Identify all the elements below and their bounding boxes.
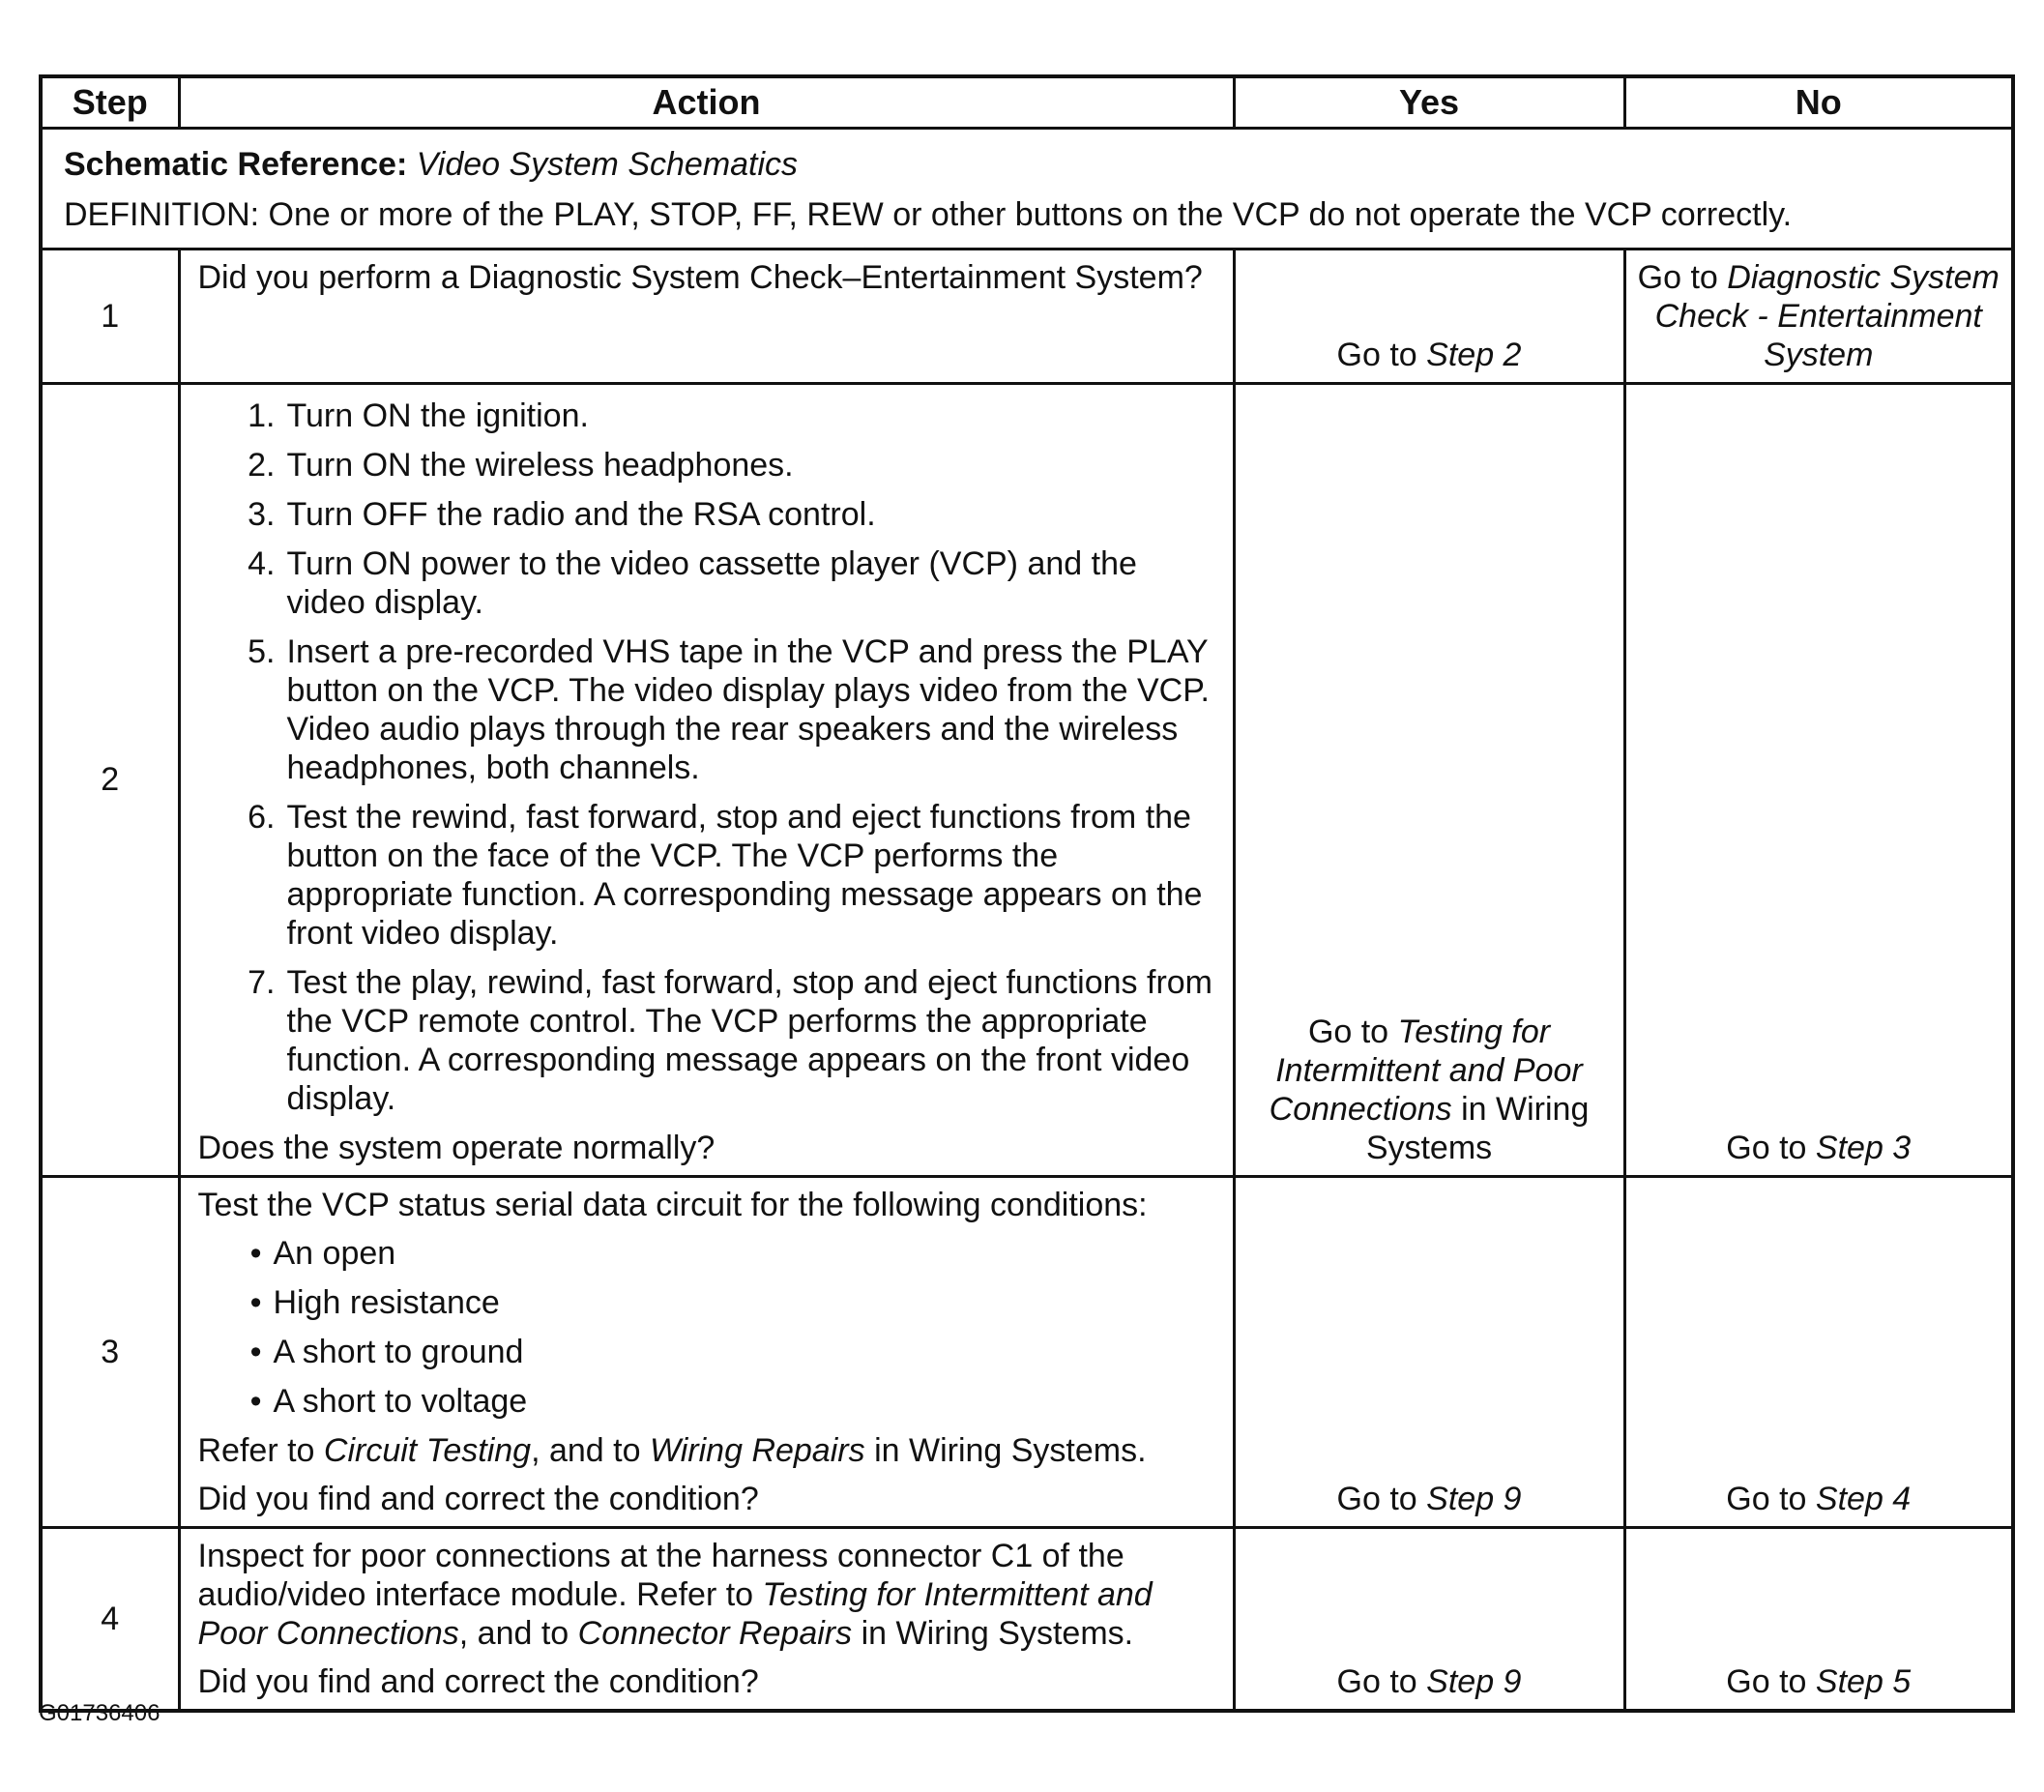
diagnostic-table (39, 74, 2015, 1713)
list-item-number: 7. (248, 964, 276, 1001)
schematic-reference (64, 139, 1990, 190)
table-row-step-2 (41, 384, 2013, 1177)
no-cell (1624, 384, 2013, 1177)
no-prefix: Go to (1726, 1130, 1807, 1166)
yes-link[interactable]: Step 2 (1426, 337, 1522, 373)
testing-intermittent-link[interactable]: Testing for Intermittent and Poor Connections (197, 1576, 1153, 1652)
action-text: Did you perform a Diagnostic System Check–Entertainment System? (197, 259, 1203, 296)
wiring-repairs-link[interactable]: Wiring Repairs (649, 1432, 865, 1469)
list-item-text: Turn ON the wireless headphones. (286, 447, 794, 484)
yes-suffix: in Wiring Systems (1365, 1091, 1590, 1166)
list-item (198, 495, 1219, 534)
table-row-step-4 (41, 1528, 2013, 1712)
definition-text: DEFINITION: One or more of the PLAY, STOP, FF, REW or other buttons on the VCP do not operate the VCP correctly. (64, 196, 1793, 233)
header-step: Step (41, 76, 179, 129)
bullet-icon: • (249, 1334, 262, 1370)
no-cell (1624, 1177, 2013, 1528)
yes-link[interactable]: Step 9 (1426, 1663, 1522, 1700)
inspect-suffix: in Wiring Systems. (861, 1615, 1134, 1652)
list-item-text: Turn ON the ignition. (286, 397, 589, 434)
list-item (198, 446, 1219, 485)
list-item-text: Insert a pre-recorded VHS tape in the VCP and press the PLAY button on the VCP. The video display plays video from the VCP. Video audio plays through the rear speakers and the wireless headphones, both channels. (286, 633, 1210, 786)
list-item (198, 632, 1219, 787)
schematic-link[interactable]: Video System Schematics (416, 146, 799, 183)
action-cell (179, 384, 1234, 1177)
list-item-text: Turn OFF the radio and the RSA control. (286, 496, 876, 533)
yes-prefix: Go to (1336, 337, 1417, 373)
list-item (198, 544, 1219, 622)
list-item-text: A short to ground (273, 1334, 524, 1370)
step-number: 3 (41, 1177, 179, 1528)
header-row (41, 76, 2013, 129)
list-item-text: An open (273, 1235, 396, 1272)
list-item-text: High resistance (273, 1284, 500, 1321)
diagnostic-table-container (39, 74, 2011, 1713)
bullet-icon: • (249, 1284, 262, 1321)
step-number: 1 (41, 250, 179, 384)
reference-suffix: in Wiring Systems. (874, 1432, 1147, 1469)
reference-joiner: , and to (531, 1432, 641, 1469)
yes-prefix: Go to (1336, 1663, 1417, 1700)
list-item-text: Test the play, rewind, fast forward, stop and eject functions from the VCP remote control. The VCP performs the appropriate function. A corresponding message appears on the front video display. (286, 964, 1212, 1117)
list-item (198, 397, 1219, 435)
yes-link[interactable]: Step 9 (1426, 1481, 1522, 1517)
yes-prefix: Go to (1336, 1481, 1417, 1517)
question-text: Does the system operate normally? (197, 1130, 715, 1166)
schematic-label: Schematic Reference: (64, 146, 408, 183)
list-item-number: 6. (248, 799, 276, 836)
figure-id: G01736406 (39, 1700, 161, 1726)
action-cell (179, 250, 1234, 384)
list-item (198, 963, 1219, 1118)
step-number: 2 (41, 384, 179, 1177)
bullet-icon: • (249, 1235, 262, 1272)
action-cell (179, 1177, 1234, 1528)
yes-link[interactable]: Testing for Intermittent and Poor Connections (1269, 1014, 1583, 1128)
conditions-intro: Test the VCP status serial data circuit for the following conditions: (197, 1187, 1148, 1223)
question-text: Did you find and correct the condition? (197, 1481, 759, 1517)
list-item (198, 1382, 1219, 1421)
yes-cell (1234, 1528, 1624, 1712)
header-no: No (1624, 76, 2013, 129)
list-item-text: Test the rewind, fast forward, stop and eject functions from the button on the face of the VCP. The VCP performs the appropriate function. A corresponding message appears on the front video display. (286, 799, 1203, 952)
bullet-icon: • (249, 1383, 262, 1420)
inspect-prefix: Inspect for poor connections at the harness connector C1 of the audio/video interface module. Refer to (197, 1538, 1124, 1613)
no-prefix: Go to (1726, 1663, 1807, 1700)
no-link[interactable]: Step 3 (1815, 1130, 1912, 1166)
list-item (198, 798, 1219, 953)
action-cell (179, 1528, 1234, 1712)
conditions-list (198, 1234, 1219, 1421)
table-row-step-1 (41, 250, 2013, 384)
procedure-list (198, 397, 1219, 1118)
list-item-text: Turn ON power to the video cassette player (VCP) and the video display. (286, 545, 1137, 621)
inspect-text (198, 1537, 1219, 1653)
no-prefix: Go to (1637, 259, 1718, 296)
list-item-number: 4. (248, 545, 276, 582)
yes-prefix: Go to (1307, 1014, 1389, 1050)
connector-repairs-link[interactable]: Connector Repairs (577, 1615, 853, 1652)
reference-prefix: Refer to (197, 1432, 315, 1469)
list-item-number: 1. (248, 397, 276, 434)
intro-row (41, 129, 2013, 250)
circuit-testing-link[interactable]: Circuit Testing (323, 1432, 532, 1469)
header-action: Action (179, 76, 1234, 129)
reference-text (198, 1431, 1219, 1470)
inspect-joiner: , and to (458, 1615, 569, 1652)
step-number: 4 (41, 1528, 179, 1712)
list-item (198, 1234, 1219, 1273)
no-link[interactable]: Step 4 (1815, 1481, 1912, 1517)
no-link[interactable]: Diagnostic System Check - Entertainment System (1654, 259, 2000, 373)
list-item (198, 1283, 1219, 1322)
yes-cell (1234, 384, 1624, 1177)
header-yes: Yes (1234, 76, 1624, 129)
list-item-text: A short to voltage (273, 1383, 528, 1420)
no-link[interactable]: Step 5 (1815, 1663, 1912, 1700)
yes-cell (1234, 1177, 1624, 1528)
intro-cell (41, 129, 2013, 250)
no-cell (1624, 250, 2013, 384)
list-item-number: 5. (248, 633, 276, 670)
list-item-number: 3. (248, 496, 276, 533)
list-item (198, 1333, 1219, 1371)
no-prefix: Go to (1726, 1481, 1807, 1517)
list-item-number: 2. (248, 447, 276, 484)
question-text: Did you find and correct the condition? (197, 1663, 759, 1700)
table-row-step-3 (41, 1177, 2013, 1528)
no-cell (1624, 1528, 2013, 1712)
yes-cell (1234, 250, 1624, 384)
